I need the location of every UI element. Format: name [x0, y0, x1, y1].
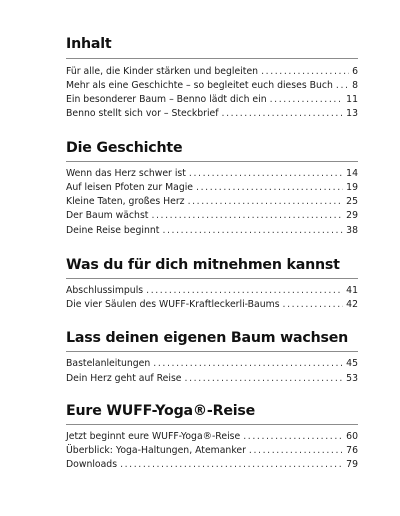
toc-entry-title: Überblick: Yoga-Haltungen, Atemanker	[66, 445, 246, 456]
toc-entry[interactable]	[66, 107, 358, 121]
toc-entry-title: Abschlussimpuls	[66, 285, 144, 296]
toc-entry[interactable]	[66, 298, 358, 312]
toc-entry-page: 60	[346, 431, 358, 442]
toc-entry-page: 79	[346, 459, 358, 470]
toc-entry-title: Jetzt beginnt eure WUFF-Yoga®-Reise	[66, 431, 241, 442]
section-divider	[66, 161, 358, 162]
toc-entry-page: 13	[346, 108, 358, 119]
toc-entry-title: Der Baum wächst	[66, 210, 149, 221]
section-divider	[66, 424, 358, 425]
toc-entry[interactable]	[66, 430, 358, 444]
toc-entry[interactable]	[66, 372, 358, 386]
section-heading-mitnehmen: Was du für dich mitnehmen kannst	[66, 257, 340, 273]
toc-entry[interactable]	[66, 195, 358, 209]
toc-entry-page: 29	[346, 210, 358, 221]
toc-entry-page: 45	[346, 358, 358, 369]
toc-entry[interactable]	[66, 444, 358, 458]
dot-leader	[196, 181, 343, 195]
toc-entry-title: Die vier Säulen des WUFF-Kraftleckerli-Baums	[66, 299, 280, 310]
section-heading-die-geschichte: Die Geschichte	[66, 140, 183, 156]
toc-entry-page: 38	[346, 225, 358, 236]
dot-leader	[185, 372, 344, 386]
toc-entry-title: Mehr als eine Geschichte – so begleitet euch dieses Buch	[66, 80, 333, 91]
toc-entry-title: Dein Herz geht auf Reise	[66, 373, 182, 384]
toc-entry[interactable]	[66, 79, 358, 93]
dot-leader	[153, 357, 343, 371]
toc-entry-page: 76	[346, 445, 358, 456]
toc-entry-page: 53	[346, 373, 358, 384]
section-divider	[66, 278, 358, 279]
dot-leader	[188, 195, 344, 209]
dot-leader	[222, 107, 344, 121]
toc-entry[interactable]	[66, 93, 358, 107]
toc-entry-page: 41	[346, 285, 358, 296]
toc-entry-title: Benno stellt sich vor – Steckbrief	[66, 108, 219, 119]
dot-leader	[261, 65, 349, 79]
toc-entry-page: 42	[346, 299, 358, 310]
toc-entry-page: 6	[352, 66, 358, 77]
toc-entry[interactable]	[66, 181, 358, 195]
toc-entry[interactable]	[66, 458, 358, 472]
section-heading-yoga-reise: Eure WUFF-Yoga®-Reise	[66, 403, 256, 419]
section-heading-inhalt: Inhalt	[66, 36, 112, 52]
toc-entry-page: 19	[346, 182, 358, 193]
section-divider	[66, 351, 358, 352]
toc-entry-title: Bastelanleitungen	[66, 358, 151, 369]
toc-entry-page: 25	[346, 196, 358, 207]
toc-entry[interactable]	[66, 284, 358, 298]
dot-leader	[283, 298, 344, 312]
toc-entry[interactable]	[66, 65, 358, 79]
toc-entry-page: 11	[346, 94, 358, 105]
dot-leader	[189, 167, 343, 181]
toc-entry[interactable]	[66, 224, 358, 238]
toc-entry-title: Für alle, die Kinder stärken und begleiten	[66, 66, 259, 77]
toc-entry-page: 8	[352, 80, 358, 91]
dot-leader	[120, 458, 343, 472]
toc-entry-title: Wenn das Herz schwer ist	[66, 168, 186, 179]
section-heading-baum-wachsen: Lass deinen eigenen Baum wachsen	[66, 330, 349, 346]
toc-entry[interactable]	[66, 357, 358, 371]
toc-entry-page: 14	[346, 168, 358, 179]
toc-entry-title: Downloads	[66, 459, 118, 470]
dot-leader	[270, 93, 344, 107]
toc-entry[interactable]	[66, 167, 358, 181]
dot-leader	[146, 284, 343, 298]
toc-entry-title: Kleine Taten, großes Herz	[66, 196, 185, 207]
dot-leader	[162, 224, 343, 238]
toc-entry[interactable]	[66, 209, 358, 223]
dot-leader	[336, 79, 349, 93]
toc-entry-title: Auf leisen Pfoten zur Magie	[66, 182, 194, 193]
toc-entry-title: Deine Reise beginnt	[66, 225, 160, 236]
toc-entry-title: Ein besonderer Baum – Benno lädt dich ein	[66, 94, 267, 105]
section-divider	[66, 58, 358, 59]
dot-leader	[243, 430, 343, 444]
dot-leader	[151, 209, 343, 223]
dot-leader	[249, 444, 343, 458]
